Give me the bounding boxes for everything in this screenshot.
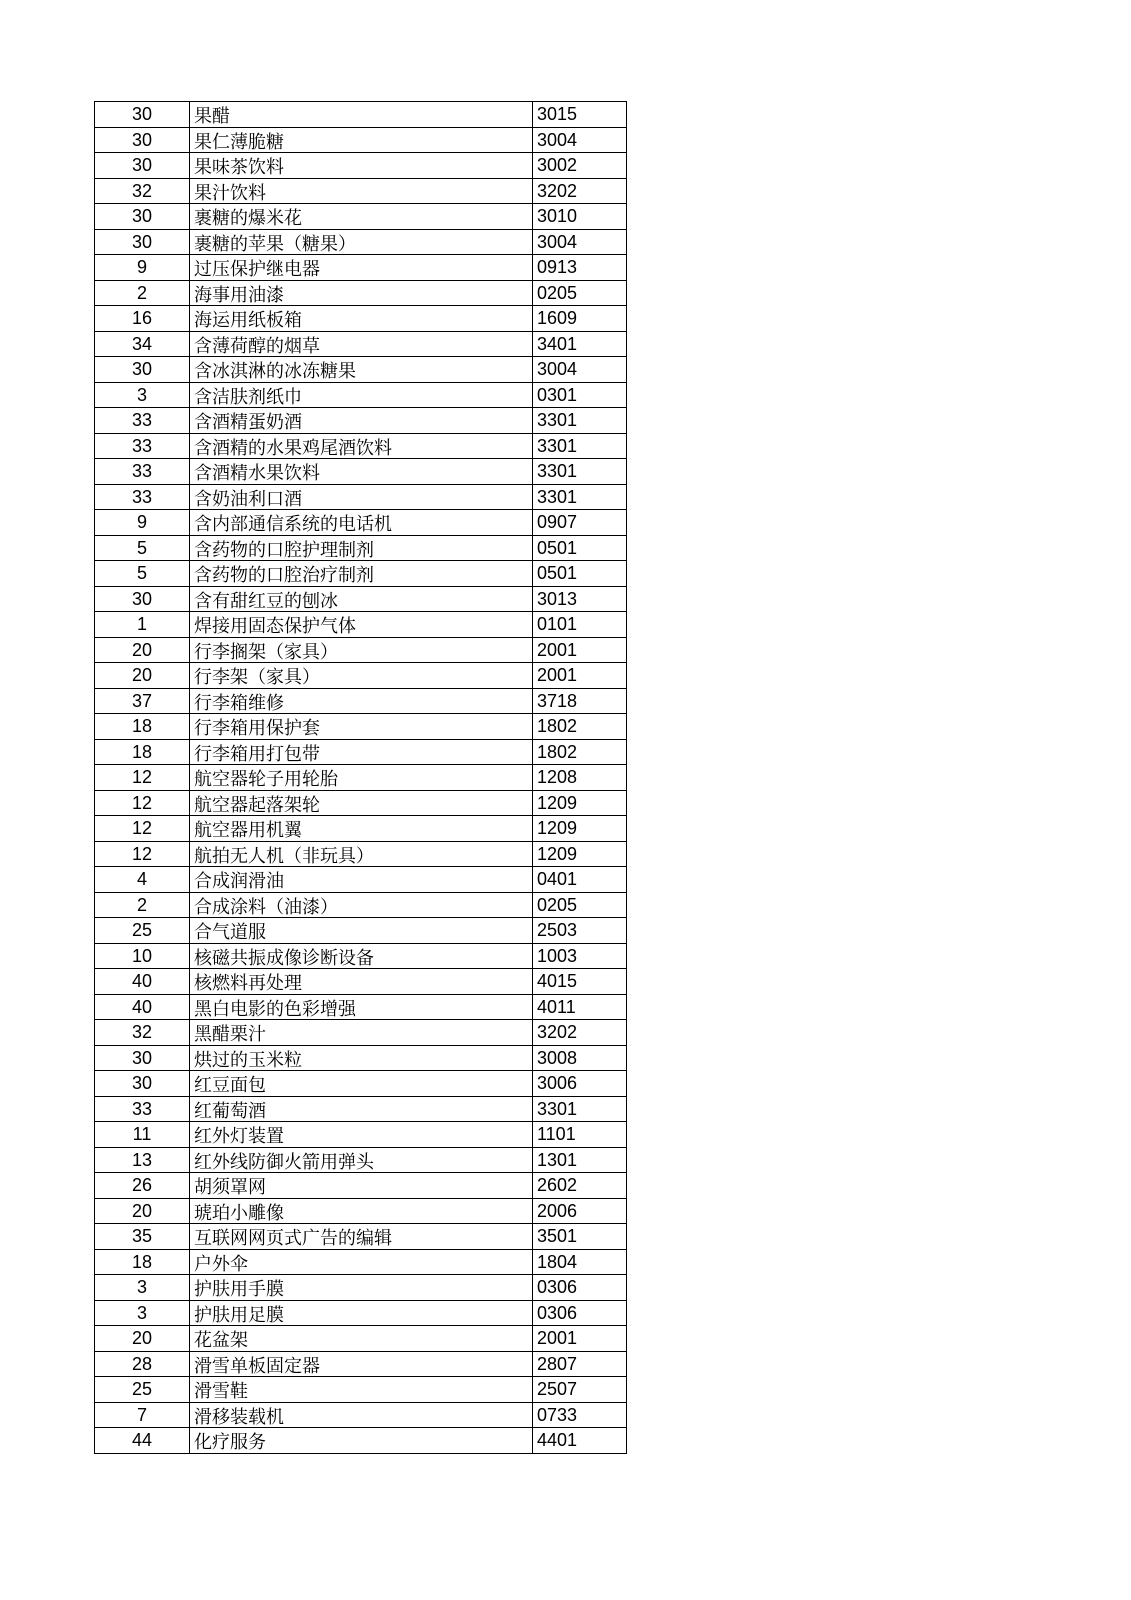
group-code-cell: 0501: [533, 535, 627, 561]
group-code-cell: 4011: [533, 994, 627, 1020]
table-row: [95, 943, 627, 969]
group-code-cell: 1609: [533, 306, 627, 332]
table-row: [95, 1147, 627, 1173]
goods-name-cell: 行李箱维修: [190, 691, 533, 717]
group-code-cell: 2602: [533, 1173, 627, 1199]
table-row: [95, 892, 627, 918]
group-code-cell: 1804: [533, 1249, 627, 1275]
group-code-cell: 3013: [533, 586, 627, 612]
group-code-cell: 4401: [533, 1428, 627, 1454]
group-code-cell: 1208: [533, 765, 627, 791]
class-number-cell: 30: [95, 357, 190, 383]
group-code-cell: 4015: [533, 969, 627, 995]
group-code-cell: 3301: [533, 408, 627, 434]
group-code-cell: 1209: [533, 841, 627, 867]
class-number-cell: 12: [95, 790, 190, 816]
group-code-cell: 3202: [533, 1020, 627, 1046]
table-row: [95, 1045, 627, 1071]
goods-class-table: [94, 101, 627, 1454]
goods-name-cell: 合成润滑油: [190, 870, 533, 896]
group-code-cell: 1209: [533, 816, 627, 842]
goods-name-cell: 海运用纸板箱: [190, 309, 533, 335]
table-row: [95, 994, 627, 1020]
class-number-cell: 33: [95, 1096, 190, 1122]
class-number-cell: 35: [95, 1224, 190, 1250]
table-row: [95, 841, 627, 867]
group-code-cell: 0306: [533, 1300, 627, 1326]
goods-name-cell: 红外灯装置: [190, 1125, 533, 1151]
table-row: [95, 1300, 627, 1326]
group-code-cell: 3718: [533, 688, 627, 714]
goods-name-cell: 含酒精的水果鸡尾酒饮料: [190, 436, 533, 462]
class-number-cell: 30: [95, 102, 190, 128]
table-row: [95, 739, 627, 765]
table-row: [95, 561, 627, 587]
group-code-cell: 3301: [533, 459, 627, 485]
class-number-cell: 32: [95, 178, 190, 204]
class-number-cell: 33: [95, 484, 190, 510]
class-number-cell: 2: [95, 280, 190, 306]
class-number-cell: 28: [95, 1351, 190, 1377]
group-code-cell: 3004: [533, 127, 627, 153]
goods-name-cell: 核燃料再处理: [190, 972, 533, 998]
group-code-cell: 3501: [533, 1224, 627, 1250]
group-code-cell: 3002: [533, 153, 627, 179]
class-number-cell: 4: [95, 867, 190, 893]
class-number-cell: 44: [95, 1428, 190, 1454]
table-row: [95, 867, 627, 893]
table-row: [95, 331, 627, 357]
class-number-cell: 20: [95, 663, 190, 689]
class-number-cell: 7: [95, 1402, 190, 1428]
table-row: [95, 1402, 627, 1428]
goods-name-cell: 行李箱用打包带: [190, 742, 533, 768]
class-number-cell: 3: [95, 382, 190, 408]
class-number-cell: 40: [95, 994, 190, 1020]
class-number-cell: 1: [95, 612, 190, 638]
class-number-cell: 20: [95, 1326, 190, 1352]
goods-name-cell: 滑雪鞋: [190, 1380, 533, 1406]
goods-name-cell: 琥珀小雕像: [190, 1201, 533, 1227]
table-row: [95, 688, 627, 714]
group-code-cell: 0401: [533, 867, 627, 893]
table-row: [95, 765, 627, 791]
class-number-cell: 9: [95, 255, 190, 281]
class-number-cell: 33: [95, 433, 190, 459]
class-number-cell: 18: [95, 739, 190, 765]
class-number-cell: 11: [95, 1122, 190, 1148]
table-row: [95, 1428, 627, 1454]
group-code-cell: 2001: [533, 663, 627, 689]
table-row: [95, 153, 627, 179]
goods-name-cell: 航拍无人机（非玩具）: [190, 844, 533, 870]
table-row: [95, 102, 627, 128]
table-row: [95, 1122, 627, 1148]
group-code-cell: 3202: [533, 178, 627, 204]
table-row: [95, 1020, 627, 1046]
group-code-cell: 2807: [533, 1351, 627, 1377]
goods-name-cell: 含药物的口腔治疗制剂: [190, 564, 533, 590]
group-code-cell: 1101: [533, 1122, 627, 1148]
table-row: [95, 1224, 627, 1250]
goods-name-cell: 核磁共振成像诊断设备: [190, 946, 533, 972]
goods-name-cell: 护肤用手膜: [190, 1278, 533, 1304]
table-row: [95, 1096, 627, 1122]
table-row: [95, 918, 627, 944]
table-row: [95, 714, 627, 740]
goods-name-cell: 果味茶饮料: [190, 156, 533, 182]
table-row: [95, 1249, 627, 1275]
goods-name-cell: 行李架（家具）: [190, 666, 533, 692]
group-code-cell: 1802: [533, 739, 627, 765]
class-number-cell: 25: [95, 918, 190, 944]
goods-name-cell: 烘过的玉米粒: [190, 1048, 533, 1074]
group-code-cell: 3301: [533, 484, 627, 510]
goods-name-cell: 裹糖的爆米花: [190, 207, 533, 233]
goods-name-cell: 焊接用固态保护气体: [190, 615, 533, 641]
class-number-cell: 34: [95, 331, 190, 357]
table-row: [95, 1173, 627, 1199]
group-code-cell: 0501: [533, 561, 627, 587]
table-row: [95, 484, 627, 510]
class-number-cell: 13: [95, 1147, 190, 1173]
group-code-cell: 3004: [533, 357, 627, 383]
group-code-cell: 0301: [533, 382, 627, 408]
goods-name-cell: 航空器轮子用轮胎: [190, 768, 533, 794]
group-code-cell: 2006: [533, 1198, 627, 1224]
goods-name-cell: 户外伞: [190, 1252, 533, 1278]
table-row: [95, 357, 627, 383]
class-number-cell: 5: [95, 561, 190, 587]
goods-name-cell: 含奶油利口酒: [190, 487, 533, 513]
goods-name-cell: 航空器起落架轮: [190, 793, 533, 819]
table-row: [95, 1071, 627, 1097]
goods-name-cell: 合成涂料（油漆）: [190, 895, 533, 921]
group-code-cell: 3010: [533, 204, 627, 230]
class-number-cell: 12: [95, 841, 190, 867]
group-code-cell: 3004: [533, 229, 627, 255]
table-row: [95, 255, 627, 281]
group-code-cell: 2503: [533, 918, 627, 944]
class-number-cell: 3: [95, 1300, 190, 1326]
group-code-cell: 3015: [533, 102, 627, 128]
group-code-cell: 1209: [533, 790, 627, 816]
table-row: [95, 1326, 627, 1352]
goods-name-cell: 含酒精蛋奶酒: [190, 411, 533, 437]
class-number-cell: 3: [95, 1275, 190, 1301]
goods-name-cell: 含冰淇淋的冰冻糖果: [190, 360, 533, 386]
group-code-cell: 2001: [533, 637, 627, 663]
table-row: [95, 408, 627, 434]
goods-name-cell: 红豆面包: [190, 1074, 533, 1100]
class-number-cell: 5: [95, 535, 190, 561]
class-number-cell: 25: [95, 1377, 190, 1403]
group-code-cell: 1003: [533, 943, 627, 969]
group-code-cell: 0306: [533, 1275, 627, 1301]
table-row: [95, 586, 627, 612]
table-row: [95, 382, 627, 408]
group-code-cell: 2507: [533, 1377, 627, 1403]
group-code-cell: 1301: [533, 1147, 627, 1173]
class-number-cell: 2: [95, 892, 190, 918]
table-row: [95, 306, 627, 332]
table-body: [95, 102, 627, 1454]
group-code-cell: 0101: [533, 612, 627, 638]
goods-name-cell: 果仁薄脆糖: [190, 130, 533, 156]
table-row: [95, 510, 627, 536]
table-row: [95, 535, 627, 561]
group-code-cell: 0913: [533, 255, 627, 281]
group-code-cell: 0907: [533, 510, 627, 536]
class-number-cell: 9: [95, 510, 190, 536]
table-row: [95, 816, 627, 842]
table-row: [95, 612, 627, 638]
group-code-cell: 0733: [533, 1402, 627, 1428]
goods-name-cell: 过压保护继电器: [190, 258, 533, 284]
group-code-cell: 2001: [533, 1326, 627, 1352]
class-number-cell: 33: [95, 459, 190, 485]
class-number-cell: 30: [95, 1045, 190, 1071]
class-number-cell: 12: [95, 765, 190, 791]
table-row: [95, 127, 627, 153]
goods-name-cell: 含酒精水果饮料: [190, 462, 533, 488]
table-row: [95, 204, 627, 230]
goods-name-cell: 果醋: [190, 105, 533, 131]
goods-name-cell: 黑白电影的色彩增强: [190, 997, 533, 1023]
table-row: [95, 1198, 627, 1224]
group-code-cell: 3301: [533, 1096, 627, 1122]
table-row: [95, 280, 627, 306]
table-row: [95, 433, 627, 459]
table-row: [95, 1377, 627, 1403]
goods-name-cell: 互联网网页式广告的编辑: [190, 1227, 533, 1253]
goods-name-cell: 滑雪单板固定器: [190, 1354, 533, 1380]
class-number-cell: 18: [95, 1249, 190, 1275]
group-code-cell: 3008: [533, 1045, 627, 1071]
group-code-cell: 3006: [533, 1071, 627, 1097]
table-row: [95, 1351, 627, 1377]
goods-name-cell: 胡须罩网: [190, 1176, 533, 1202]
table-row: [95, 178, 627, 204]
class-number-cell: 30: [95, 127, 190, 153]
class-number-cell: 40: [95, 969, 190, 995]
goods-name-cell: 护肤用足膜: [190, 1303, 533, 1329]
goods-name-cell: 化疗服务: [190, 1431, 533, 1457]
table-row: [95, 459, 627, 485]
class-number-cell: 26: [95, 1173, 190, 1199]
class-number-cell: 30: [95, 1071, 190, 1097]
class-number-cell: 30: [95, 204, 190, 230]
goods-name-cell: 含药物的口腔护理制剂: [190, 538, 533, 564]
group-code-cell: 0205: [533, 892, 627, 918]
class-number-cell: 20: [95, 1198, 190, 1224]
class-number-cell: 10: [95, 943, 190, 969]
group-code-cell: 0205: [533, 280, 627, 306]
goods-name-cell: 行李搁架（家具）: [190, 640, 533, 666]
goods-name-cell: 合气道服: [190, 921, 533, 947]
table-row: [95, 229, 627, 255]
table-row: [95, 969, 627, 995]
goods-name-cell: 航空器用机翼: [190, 819, 533, 845]
goods-name-cell: 滑移装载机: [190, 1405, 533, 1431]
class-number-cell: 20: [95, 637, 190, 663]
class-number-cell: 18: [95, 714, 190, 740]
goods-name-cell: 行李箱用保护套: [190, 717, 533, 743]
group-code-cell: 3301: [533, 433, 627, 459]
goods-name-cell: 海事用油漆: [190, 283, 533, 309]
table-row: [95, 637, 627, 663]
class-number-cell: 33: [95, 408, 190, 434]
goods-name-cell: 花盆架: [190, 1329, 533, 1355]
goods-name-cell: 裹糖的苹果（糖果）: [190, 232, 533, 258]
goods-name-cell: 黑醋栗汁: [190, 1023, 533, 1049]
class-number-cell: 30: [95, 586, 190, 612]
goods-name-cell: 含有甜红豆的刨冰: [190, 589, 533, 615]
goods-name-cell: 含薄荷醇的烟草: [190, 334, 533, 360]
goods-name-cell: 果汁饮料: [190, 181, 533, 207]
goods-name-cell: 红外线防御火箭用弹头: [190, 1150, 533, 1176]
goods-name-cell: 红葡萄酒: [190, 1099, 533, 1125]
table-row: [95, 790, 627, 816]
table-row: [95, 663, 627, 689]
goods-name-cell: 含内部通信系统的电话机: [190, 513, 533, 539]
class-number-cell: 37: [95, 688, 190, 714]
class-number-cell: 30: [95, 229, 190, 255]
class-number-cell: 30: [95, 153, 190, 179]
table-row: [95, 1275, 627, 1301]
class-number-cell: 32: [95, 1020, 190, 1046]
class-number-cell: 16: [95, 306, 190, 332]
group-code-cell: 1802: [533, 714, 627, 740]
group-code-cell: 3401: [533, 331, 627, 357]
goods-name-cell: 含洁肤剂纸巾: [190, 385, 533, 411]
class-number-cell: 12: [95, 816, 190, 842]
